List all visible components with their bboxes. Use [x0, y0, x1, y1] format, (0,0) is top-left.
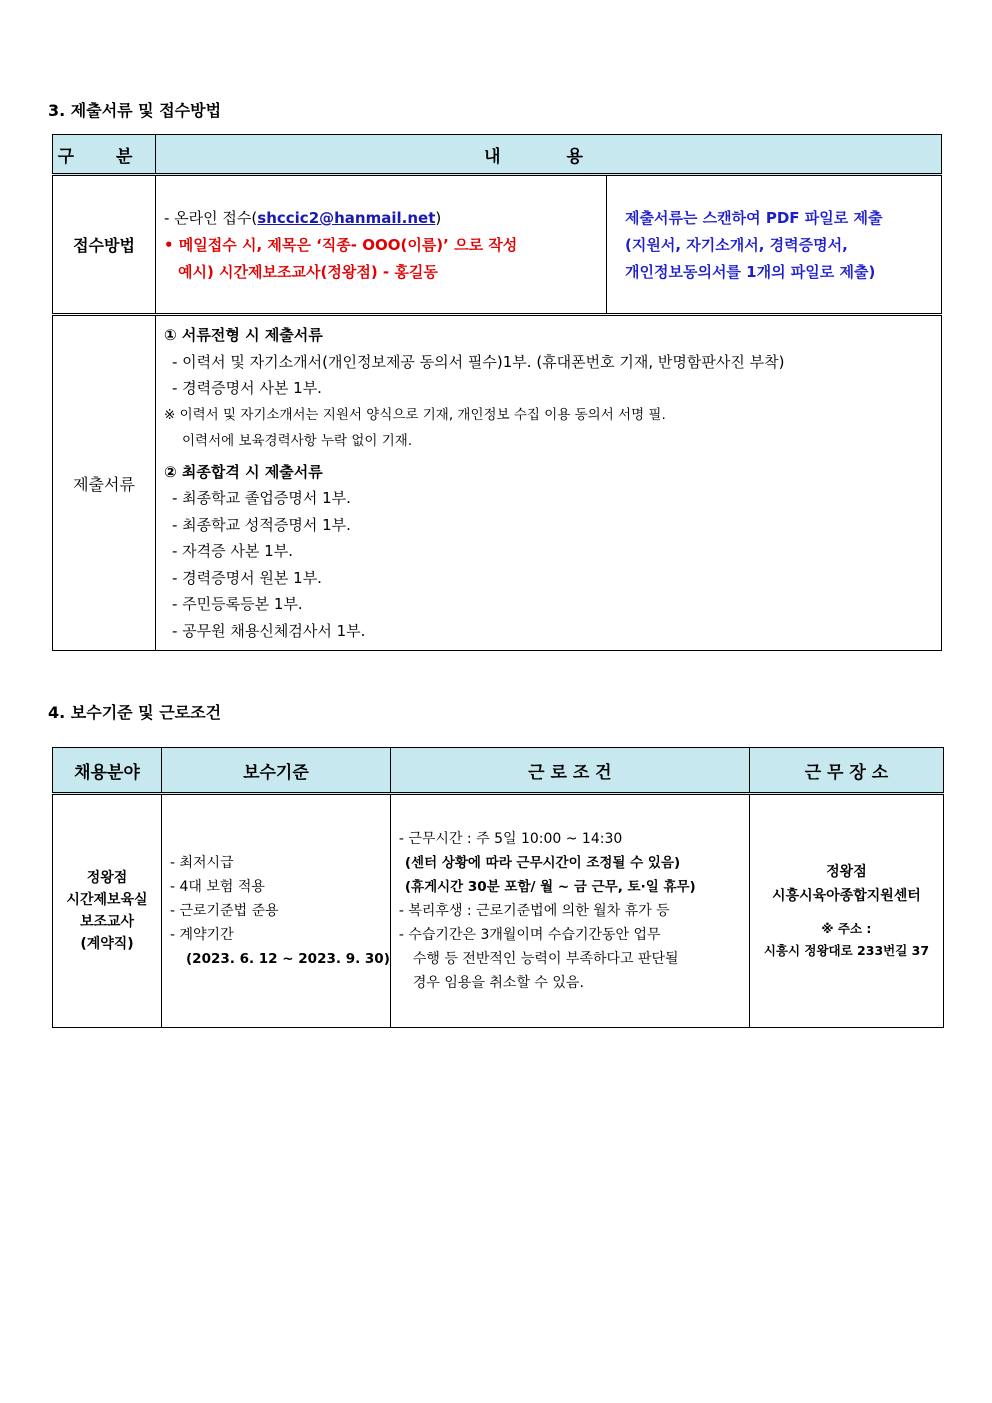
field-line: 보조교사: [79, 914, 135, 930]
field-cell: [53, 794, 162, 1028]
address-value: 시흥시 정왕대로 233번길 37: [763, 943, 930, 958]
stage2-item: - 공무원 채용신체검사서 1부.: [172, 621, 366, 640]
pay-item: - 근로기준법 준용: [170, 903, 279, 919]
email-link[interactable]: shccic2@hanmail.net: [257, 209, 436, 227]
stage1-title: ① 서류전형 시 제출서류: [164, 326, 323, 344]
condition-item: 수행 등 전반적인 능력이 부족하다고 판단될: [412, 951, 679, 967]
condition-item: (센터 상황에 따라 근무시간이 조정될 수 있음): [404, 855, 681, 871]
condition-item: - 복리후생 : 근로기준법에 의한 월차 휴가 등: [398, 903, 670, 919]
stage2-item: - 경력증명서 원본 1부.: [172, 568, 322, 587]
field-line: 정왕점: [86, 870, 128, 886]
pay-conditions-table: [52, 747, 944, 1028]
location-cell: [749, 794, 943, 1028]
header-category: 구 분: [53, 135, 156, 175]
pay-item: - 4대 보험 적용: [170, 879, 265, 895]
header-location: 근 무 장 소: [749, 748, 943, 794]
online-reception-line: - 온라인 접수(shccic2@hanmail.net): [164, 209, 442, 227]
stage1-note: 이력서에 보육경력사항 누락 없이 기재.: [182, 433, 413, 449]
pay-cell: [162, 794, 391, 1028]
note-line-1: 제출서류는 스캔하여 PDF 파일로 제출: [625, 209, 883, 227]
address-label: ※ 주소 :: [821, 921, 872, 936]
field-line: 시간제보육실: [66, 892, 148, 908]
reception-note-cell: [607, 175, 942, 315]
stage2-item: - 주민등록등본 1부.: [172, 595, 303, 613]
note-line-2: (지원서, 자기소개서, 경력증명서,: [625, 236, 848, 254]
reception-method-cell: [156, 175, 607, 315]
reception-label: 접수방법: [53, 175, 156, 315]
stage2-title: ② 최종합격 시 제출서류: [164, 462, 323, 481]
condition-item: 경우 임용을 취소할 수 있음.: [412, 975, 584, 991]
header-field: 채용분야: [53, 748, 162, 794]
stage2-item: - 최종학교 졸업증명서 1부.: [172, 489, 351, 507]
stage2-item: - 자격증 사본 1부.: [172, 542, 293, 560]
location-name: 정왕점: [826, 864, 867, 880]
section3-title: 3. 제출서류 및 접수방법: [48, 101, 222, 120]
location-center: 시흥시육아종합지원센터: [772, 888, 921, 904]
condition-item: - 수습기간은 3개월이며 수습기간동안 업무: [398, 927, 661, 943]
stage1-note: ※ 이력서 및 자기소개서는 지원서 양식으로 기재, 개인정보 수집 이용 동의서 서명 필.: [164, 406, 666, 423]
pay-item: - 계약기간: [170, 927, 234, 943]
section4-title: 4. 보수기준 및 근로조건: [48, 703, 222, 722]
condition-item: (휴게시간 30분 포함/ 월 ~ 금 근무, 토·일 휴무): [404, 879, 696, 895]
header-pay: 보수기준: [162, 748, 391, 794]
mail-subject-example: 예시) 시간제보조교사(정왕점) - 홍길동: [178, 263, 438, 281]
contract-period: (2023. 6. 12 ~ 2023. 9. 30): [186, 951, 390, 967]
note-line-3: 개인정보동의서를 1개의 파일로 제출): [625, 263, 876, 281]
conditions-cell: [390, 794, 749, 1028]
mail-subject-rule: • 메일접수 시, 제목은 ‘직종- OOO(이름)’ 으로 작성: [164, 236, 518, 254]
stage2-item: - 최종학교 성적증명서 1부.: [172, 515, 351, 534]
condition-item: - 근무시간 : 주 5일 10:00 ~ 14:30: [398, 831, 623, 847]
pay-item: - 최저시급: [170, 855, 234, 871]
documents-label: 제출서류: [53, 315, 156, 651]
submission-table: [52, 134, 942, 651]
stage1-item: - 이력서 및 자기소개서(개인정보제공 동의서 필수)1부. (휴대폰번호 기재, 반명함판사진 부착): [172, 352, 785, 371]
header-content: 내 용: [156, 135, 942, 175]
field-line: (계약직): [80, 936, 134, 952]
stage1-item: - 경력증명서 사본 1부.: [172, 379, 322, 397]
documents-cell: [156, 315, 942, 651]
header-conditions: 근 로 조 건: [390, 748, 749, 794]
